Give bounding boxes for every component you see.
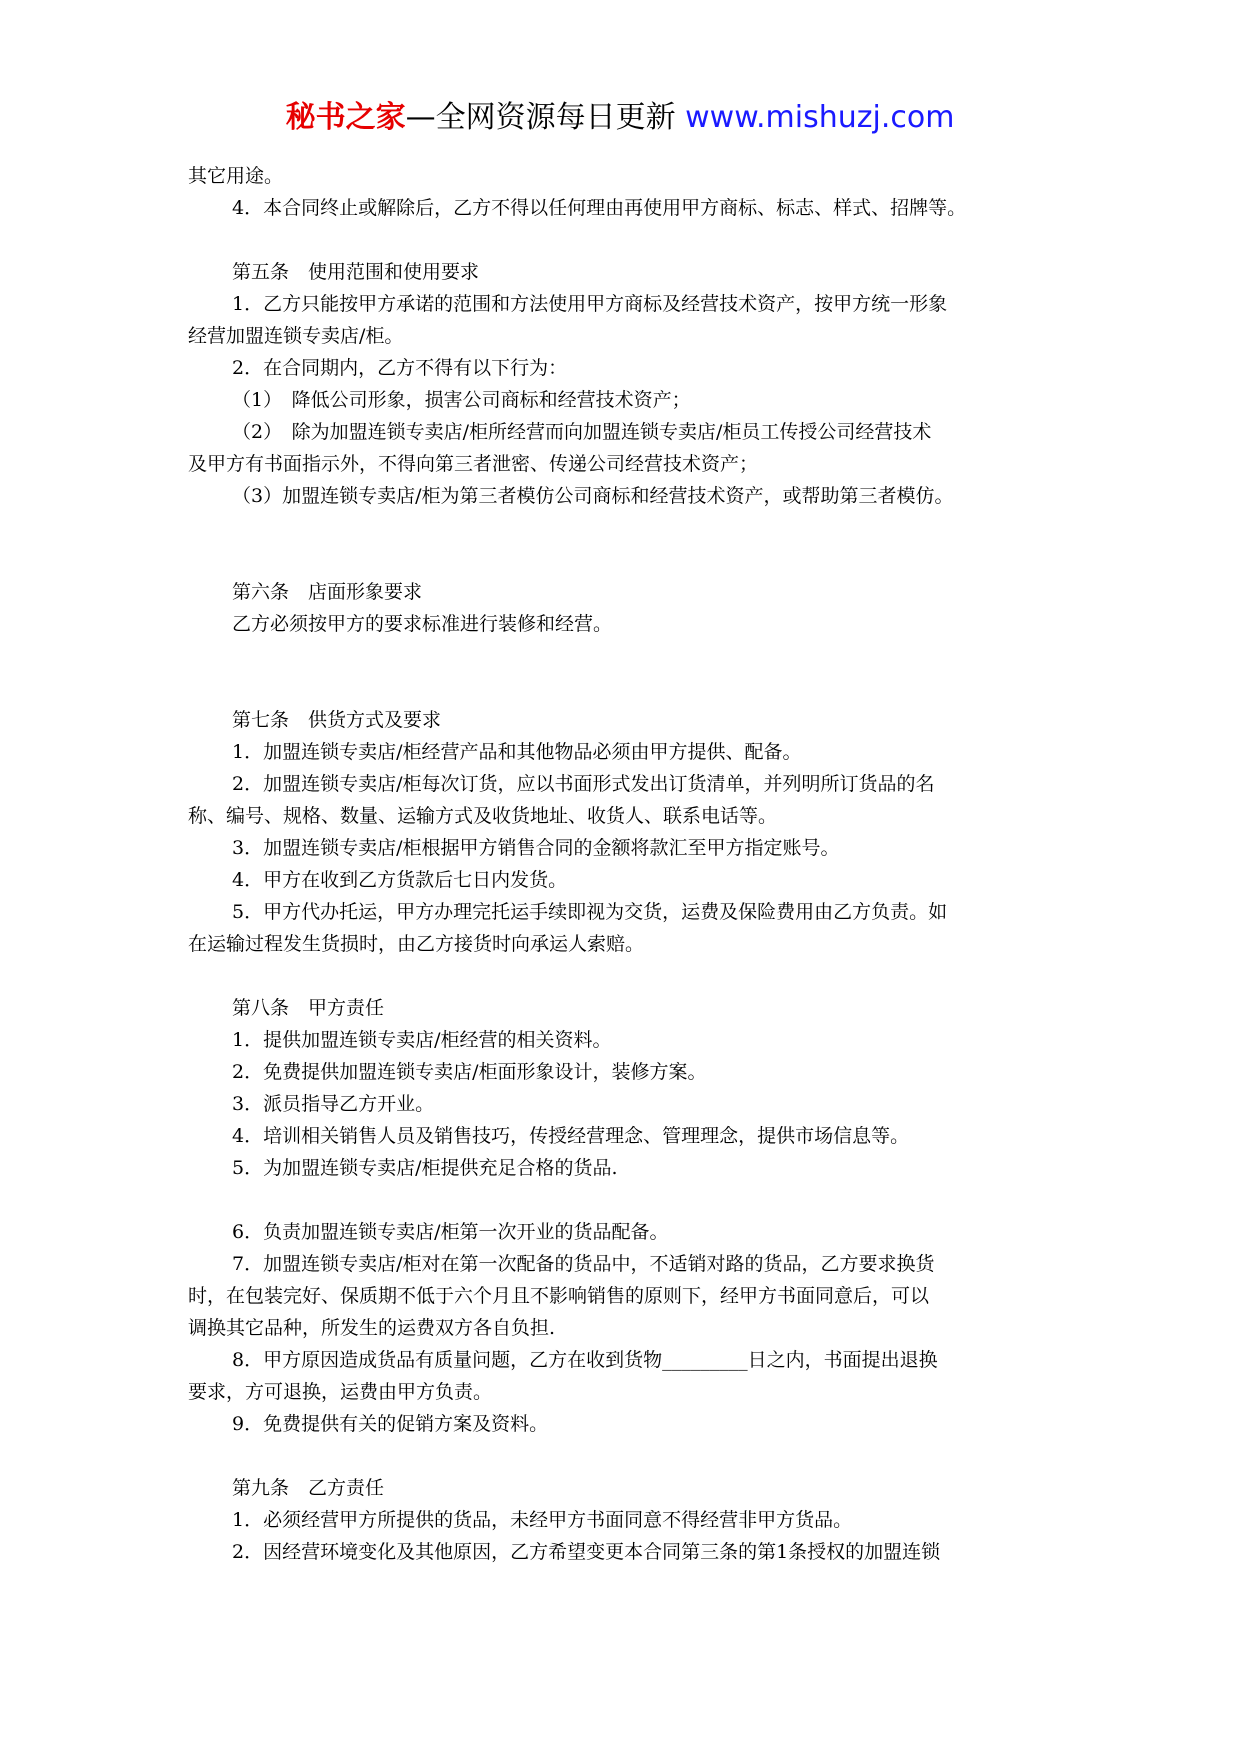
contract-line: 1．加盟连锁专卖店/柜经营产品和其他物品必须由甲方提供、配备。 xyxy=(232,741,802,763)
paragraph-gap xyxy=(188,960,1058,992)
contract-line: 9．免费提供有关的促销方案及资料。 xyxy=(232,1413,549,1435)
site-header xyxy=(0,98,1240,138)
site-url-link[interactable]: www.mishuzj.com xyxy=(685,100,955,135)
paragraph-gap xyxy=(188,1440,1058,1472)
contract-line: 6．负责加盟连锁专卖店/柜第一次开业的货品配备。 xyxy=(232,1221,669,1243)
site-brand: 秘书之家 xyxy=(285,100,406,135)
contract-line: 1．必须经营甲方所提供的货品，未经甲方书面同意不得经营非甲方货品。 xyxy=(232,1509,853,1531)
contract-line: 4．本合同终止或解除后，乙方不得以任何理由再使用甲方商标、标志、样式、招牌等。 xyxy=(232,197,967,219)
contract-line: 2．免费提供加盟连锁专卖店/柜面形象设计，装修方案。 xyxy=(232,1061,707,1083)
contract-line: 2．加盟连锁专卖店/柜每次订货，应以书面形式发出订货清单，并列明所订货品的名 xyxy=(232,773,935,795)
contract-line: 调换其它品种，所发生的运费双方各自负担. xyxy=(188,1317,556,1339)
article-heading: 第六条 店面形象要求 xyxy=(232,581,423,603)
contract-line: （2） 除为加盟连锁专卖店/柜所经营而向加盟连锁专卖店/柜员工传授公司经营技术 xyxy=(232,421,932,443)
contract-line: 及甲方有书面指示外，不得向第三者泄密、传递公司经营技术资产； xyxy=(188,453,759,475)
contract-line: 乙方必须按甲方的要求标准进行装修和经营。 xyxy=(232,613,613,635)
contract-line: 称、编号、规格、数量、运输方式及收货地址、收货人、联系电话等。 xyxy=(188,805,778,827)
article-heading: 第五条 使用范围和使用要求 xyxy=(232,261,480,283)
article-heading: 第七条 供货方式及要求 xyxy=(232,709,442,731)
paragraph-gap xyxy=(188,640,1058,704)
contract-line: 要求，方可退换，运费由甲方负责。 xyxy=(188,1381,493,1403)
paragraph-gap xyxy=(188,512,1058,576)
contract-line: 其它用途。 xyxy=(188,165,284,187)
contract-line: 在运输过程发生货损时，由乙方接货时向承运人索赔。 xyxy=(188,933,645,955)
contract-line: 3．加盟连锁专卖店/柜根据甲方销售合同的金额将款汇至甲方指定账号。 xyxy=(232,837,840,859)
contract-line: 4．培训相关销售人员及销售技巧，传授经营理念、管理理念，提供市场信息等。 xyxy=(232,1125,910,1147)
contract-line: 1．乙方只能按甲方承诺的范围和方法使用甲方商标及经营技术资产，按甲方统一形象 xyxy=(232,293,948,315)
contract-body xyxy=(188,160,1058,1568)
contract-line: 2．在合同期内，乙方不得有以下行为： xyxy=(232,357,568,379)
contract-line: 4．甲方在收到乙方货款后七日内发货。 xyxy=(232,869,568,891)
contract-line: 5．甲方代办托运，甲方办理完托运手续即视为交货，运费及保险费用由乙方负责。如 xyxy=(232,901,948,923)
contract-line: 3．派员指导乙方开业。 xyxy=(232,1093,435,1115)
contract-line: 2．因经营环境变化及其他原因，乙方希望变更本合同第三条的第1条授权的加盟连锁 xyxy=(232,1541,941,1563)
article-heading: 第八条 甲方责任 xyxy=(232,997,385,1019)
contract-line: （1） 降低公司形象，损害公司商标和经营技术资产； xyxy=(232,389,691,411)
contract-line: 时，在包装完好、保质期不低于六个月且不影响销售的原则下，经甲方书面同意后，可以 xyxy=(188,1285,930,1307)
article-heading: 第九条 乙方责任 xyxy=(232,1477,385,1499)
contract-line: （3）加盟连锁专卖店/柜为第三者模仿公司商标和经营技术资产，或帮助第三者模仿。 xyxy=(232,485,954,507)
site-tagline: —全网资源每日更新 xyxy=(405,100,676,135)
contract-line: 1．提供加盟连锁专卖店/柜经营的相关资料。 xyxy=(232,1029,612,1051)
contract-line: 7．加盟连锁专卖店/柜对在第一次配备的货品中，不适销对路的货品，乙方要求换货 xyxy=(232,1253,935,1275)
contract-line: 5．为加盟连锁专卖店/柜提供充足合格的货品. xyxy=(232,1157,618,1179)
contract-line: 8．甲方原因造成货品有质量问题，乙方在收到货物_________日之内，书面提出退换 xyxy=(232,1349,938,1371)
paragraph-gap xyxy=(188,224,1058,256)
contract-line: 经营加盟连锁专卖店/柜。 xyxy=(188,325,404,347)
paragraph-gap xyxy=(188,1184,1058,1216)
